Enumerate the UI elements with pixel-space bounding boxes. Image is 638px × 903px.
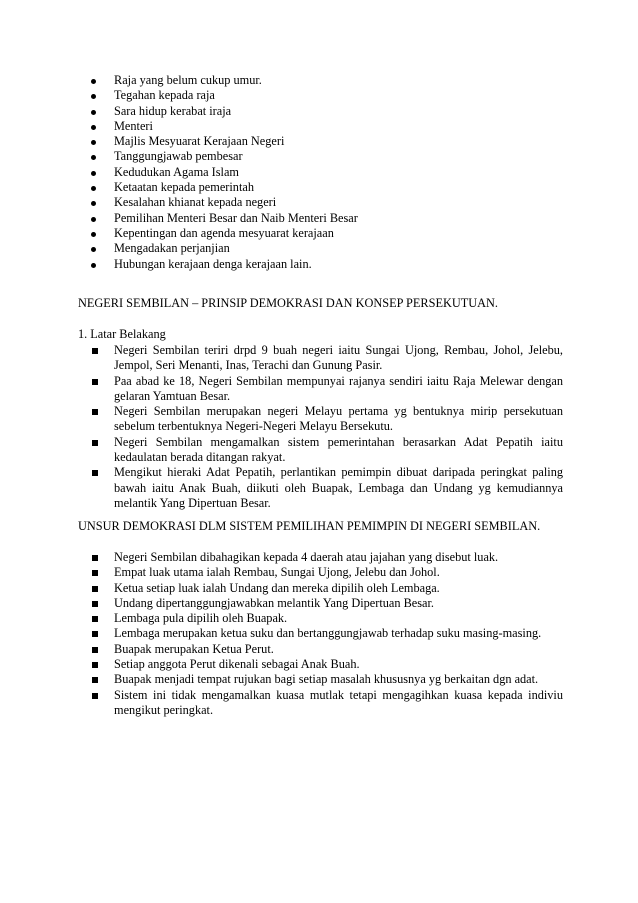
list-item: Lembaga pula dipilih oleh Buapak. xyxy=(114,611,563,626)
bullet-square-icon xyxy=(92,379,98,385)
list-item: Setiap anggota Perut dikenali sebagai Anak Buah. xyxy=(114,657,563,672)
list-item: Negeri Sembilan dibahagikan kepada 4 daerah atau jajahan yang disebut luak. xyxy=(114,550,563,565)
list-item: Hubungan kerajaan denga kerajaan lain. xyxy=(114,257,554,272)
list-item: Lembaga merupakan ketua suku dan bertanggungjawab terhadap suku masing-masing. xyxy=(114,626,563,641)
bullet-square-icon xyxy=(92,616,98,622)
bullet-dot-icon xyxy=(91,263,96,268)
section-heading-prinsip-demokrasi: NEGERI SEMBILAN – PRINSIP DEMOKRASI DAN KONSEP PERSEKUTUAN. xyxy=(78,296,498,310)
subheading-latar-belakang: 1. Latar Belakang xyxy=(78,327,166,341)
bullet-square-icon xyxy=(92,555,98,561)
list-item: Buapak merupakan Ketua Perut. xyxy=(114,642,563,657)
list-item: Mengadakan perjanjian xyxy=(114,241,554,256)
bullet-square-icon xyxy=(92,570,98,576)
list-item: Mengikut hieraki Adat Pepatih, perlantikan pemimpin dibuat daripada peringkat paling bawah iaitu Anak Buah, diikuti oleh Buapak, Lembaga dan Undang yg kemudiannya melantik Yang Dipertuan Besar. xyxy=(114,465,563,511)
bullet-dot-icon xyxy=(91,155,96,160)
bullet-dot-icon xyxy=(91,79,96,84)
bullet-dot-icon xyxy=(91,94,96,99)
bullet-square-icon xyxy=(92,677,98,683)
list-item: Negeri Sembilan teriri drpd 9 buah negeri iaitu Sungai Ujong, Rembau, Johol, Jelebu, Jempol, Seri Menanti, Inas, Terachi dan Gunung Pasir. xyxy=(114,343,563,374)
list-item: Pemilihan Menteri Besar dan Naib Menteri Besar xyxy=(114,211,554,226)
bullet-dot-icon xyxy=(91,110,96,115)
list-item: Negeri Sembilan merupakan negeri Melayu pertama yg bentuknya mirip persekutuan sebelum terbentuknya Negeri-Negeri Melayu Bersekutu. xyxy=(114,404,563,435)
list-item: Majlis Mesyuarat Kerajaan Negeri xyxy=(114,134,554,149)
bullet-dot-icon xyxy=(91,125,96,130)
bullet-dot-icon xyxy=(91,217,96,222)
list-item: Kedudukan Agama Islam xyxy=(114,165,554,180)
bullet-square-icon xyxy=(92,586,98,592)
list-item: Empat luak utama ialah Rembau, Sungai Ujong, Jelebu dan Johol. xyxy=(114,565,563,580)
bullet-square-icon xyxy=(92,470,98,476)
bullet-dot-icon xyxy=(91,201,96,206)
list-item: Tanggungjawab pembesar xyxy=(114,149,554,164)
bullet-square-icon xyxy=(92,409,98,415)
bullet-dot-icon xyxy=(91,186,96,191)
list-item: Paa abad ke 18, Negeri Sembilan mempunyai rajanya sendiri iaitu Raja Melewar dengan gelaran Yamtuan Besar. xyxy=(114,374,563,405)
bullet-square-icon xyxy=(92,647,98,653)
list-latar-belakang xyxy=(114,343,563,511)
list-round-bullets xyxy=(114,73,554,272)
list-unsur-demokrasi xyxy=(114,550,563,718)
list-item: Ketua setiap luak ialah Undang dan mereka dipilih oleh Lembaga. xyxy=(114,581,563,596)
bullet-square-icon xyxy=(92,348,98,354)
list-item: Sara hidup kerabat iraja xyxy=(114,104,554,119)
list-item: Negeri Sembilan mengamalkan sistem pemerintahan berasarkan Adat Pepatih iaitu kedaulatan berada ditangan rakyat. xyxy=(114,435,563,466)
list-item: Buapak menjadi tempat rujukan bagi setiap masalah khususnya yg berkaitan dgn adat. xyxy=(114,672,563,687)
bullet-dot-icon xyxy=(91,140,96,145)
list-item: Kesalahan khianat kepada negeri xyxy=(114,195,554,210)
list-item: Undang dipertanggungjawabkan melantik Yang Dipertuan Besar. xyxy=(114,596,563,611)
bullet-square-icon xyxy=(92,440,98,446)
list-item: Sistem ini tidak mengamalkan kuasa mutlak tetapi mengagihkan kuasa kepada indiviu mengikut peringkat. xyxy=(114,688,563,719)
section-heading-unsur-demokrasi: UNSUR DEMOKRASI DLM SISTEM PEMILIHAN PEMIMPIN DI NEGERI SEMBILAN. xyxy=(78,519,541,533)
bullet-dot-icon xyxy=(91,247,96,252)
bullet-dot-icon xyxy=(91,171,96,176)
bullet-square-icon xyxy=(92,693,98,699)
bullet-square-icon xyxy=(92,601,98,607)
list-item: Ketaatan kepada pemerintah xyxy=(114,180,554,195)
list-item: Tegahan kepada raja xyxy=(114,88,554,103)
bullet-square-icon xyxy=(92,631,98,637)
bullet-square-icon xyxy=(92,662,98,668)
list-item: Menteri xyxy=(114,119,554,134)
bullet-dot-icon xyxy=(91,232,96,237)
list-item: Kepentingan dan agenda mesyuarat kerajaan xyxy=(114,226,554,241)
list-item: Raja yang belum cukup umur. xyxy=(114,73,554,88)
